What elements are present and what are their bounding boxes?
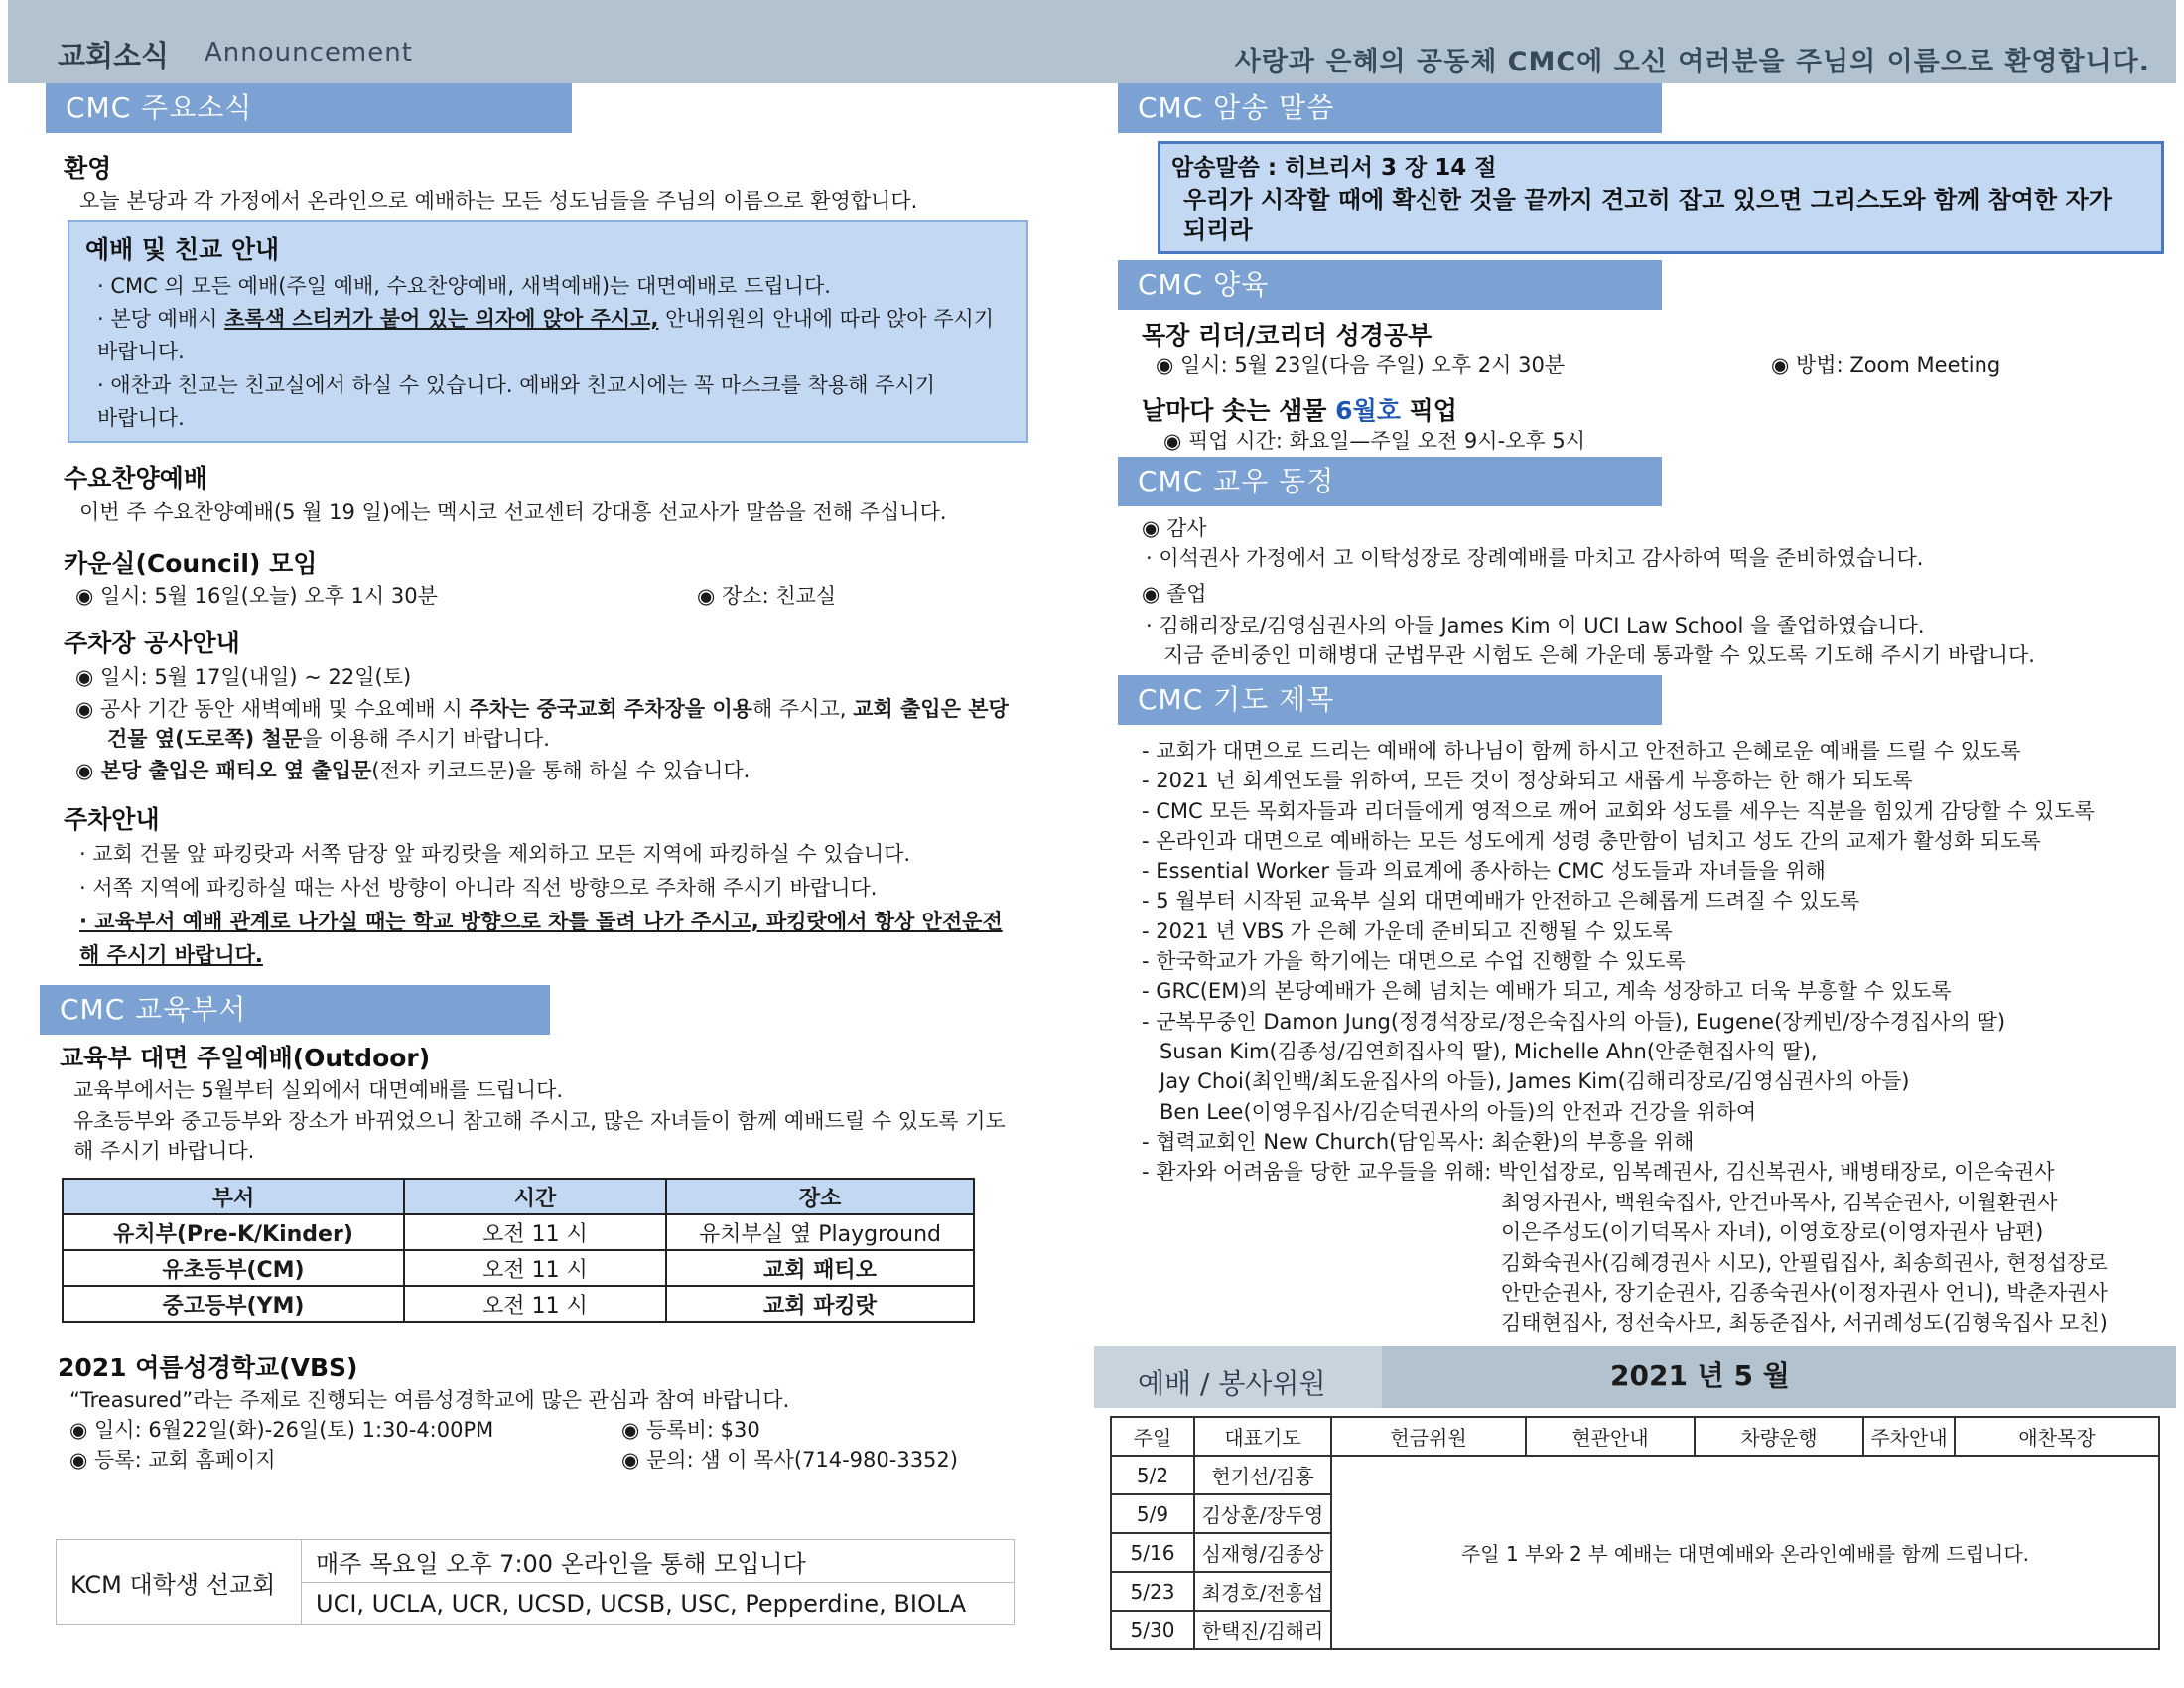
- devotional-pickup-time: ◉ 픽업 시간: 화요일—주일 오전 9시-오후 5시: [1163, 429, 1586, 453]
- parking-work-line: ◉ 본당 출입은 패티오 옆 출입문(전자 키코드문)을 통해 하실 수 있습니다.: [75, 759, 751, 782]
- vbs-contact: ◉ 문의: 샘 이 목사(714-980-3352): [621, 1448, 958, 1472]
- parking-line: · 교육부서 예배 관계로 나가실 때는 학교 방향으로 차를 돌려 나가 주시고, 파킹랏에서 항상 안전운전: [79, 910, 1003, 933]
- kcm-info-table: [56, 1539, 1015, 1625]
- wednesday-service-text: 이번 주 수요찬양예배(5 월 19 일)에는 멕시코 선교센터 강대흥 선교사가 말씀을 전해 주십니다.: [79, 500, 947, 524]
- section-header-prayer: CMC 기도 제목: [1118, 675, 1662, 725]
- list-item: Jay Choi(최인백/최도윤집사의 아들), James Kim(김해리장로/김영심권사의 아들): [1160, 1069, 1910, 1094]
- table-row: 5/23 최경호/전흥섭: [1111, 1572, 2159, 1611]
- table-header: 장소: [666, 1179, 974, 1214]
- list-item: Ben Lee(이영우집사/김순덕권사의 아들)의 안전과 건강을 위하여: [1160, 1099, 1757, 1124]
- devotional-pickup-title: 날마다 솟는 샘물 6월호 픽업: [1142, 396, 1457, 425]
- thanks-text: · 이석권사 가정에서 고 이탁성장로 장례예배를 마치고 감사하여 떡을 준비하였습니다.: [1146, 546, 1924, 570]
- council-place: ◉ 장소: 친교실: [697, 584, 837, 608]
- list-item: - 온라인과 대면으로 예배하는 모든 성도에게 성령 충만함이 넘치고 성도 간의 교제가 활성화 되도록: [1142, 828, 2041, 853]
- prayer-list: [1142, 735, 2095, 1186]
- list-item: - 교회가 대면으로 드리는 예배에 하나님이 함께 하시고 안전하고 은혜로운 예배를 드릴 수 있도록: [1142, 739, 2021, 763]
- graduation-text: 지금 준비중인 미해병대 군법무관 시험도 은혜 가운데 통과할 수 있도록 기도해 주시기 바랍니다.: [1163, 643, 2035, 667]
- vbs-registration: ◉ 등록: 교회 홈페이지: [69, 1448, 276, 1472]
- kcm-meeting: 매주 목요일 오후 7:00 온라인을 통해 모입니다: [302, 1540, 1015, 1583]
- kcm-schools: UCI, UCLA, UCR, UCSD, UCSB, USC, Pepperdine, BIOLA: [302, 1583, 1015, 1625]
- memory-verse-line: 되리라: [1183, 216, 1253, 244]
- list-item: - 한국학교가 가을 학기에는 대면으로 수업 진행할 수 있도록: [1142, 949, 1686, 974]
- table-row: 유초등부(CM) 오전 11 시 교회 패티오: [63, 1250, 974, 1286]
- list-item: - CMC 모든 목회자들과 리더들에게 영적으로 깨어 교회와 성도를 세우는 직분을 힘있게 감당할 수 있도록: [1142, 798, 2095, 823]
- wednesday-service-title: 수요찬양예배: [64, 464, 207, 492]
- welcome-title: 환영: [64, 154, 112, 183]
- parking-title: 주차안내: [64, 805, 160, 834]
- memory-verse-line: 우리가 시작할 때에 확신한 것을 끝까지 견고히 잡고 있으면 그리스도와 함께 참여한 자가: [1183, 186, 2112, 213]
- list-item: 김태현집사, 정선숙사모, 최동준집사, 서귀례성도(김형욱집사 모친): [1501, 1311, 2108, 1336]
- table-header: 대표기도: [1194, 1417, 1331, 1456]
- parking-work-line: ◉ 공사 기간 동안 새벽예배 및 수요예배 시 주차는 중국교회 주차장을 이용해 주시고, 교회 출입은 본당: [75, 697, 1009, 721]
- page-title: 교회소식: [58, 39, 170, 72]
- table-row: 5/2 현기선/김홍 주일 1 부와 2 부 예배는 대면예배와 온라인예배를 함께 드립니다.: [1111, 1456, 2159, 1494]
- parking-line: · 교회 건물 앞 파킹랏과 서쪽 담장 앞 파킹랏을 제외하고 모든 지역에 파킹하실 수 있습니다.: [79, 842, 911, 866]
- memory-verse-reference: 암송말씀 : 히브리서 3 장 14 절: [1171, 155, 1497, 181]
- list-item: - Essential Worker 들과 의료계에 종사하는 CMC 성도들과 자녀들을 위해: [1142, 859, 1826, 884]
- list-item: - 환자와 어려움을 당한 교우들을 위해: 박인섭장로, 임복례권사, 김신복권사, 배병태장로, 이은숙권사: [1142, 1160, 2055, 1185]
- worship-info-title: 예배 및 친교 안내: [85, 235, 280, 264]
- page-subtitle: Announcement: [205, 38, 413, 68]
- education-schedule-table: [62, 1178, 975, 1323]
- bible-study-date: ◉ 일시: 5월 23일(다음 주일) 오후 2시 30분: [1156, 353, 1566, 377]
- table-header: 주일: [1111, 1417, 1194, 1456]
- vbs-title: 2021 여름성경학교(VBS): [58, 1353, 358, 1382]
- education-line: 유초등부와 중고등부와 장소가 바뀌었으니 참고해 주시고, 많은 자녀들이 함께 예배드릴 수 있도록 기도: [73, 1109, 1006, 1133]
- section-header-main-news: CMC 주요소식: [46, 83, 572, 133]
- table-row: 5/30 한택진/김해리: [1111, 1611, 2159, 1649]
- table-header: 애찬목장: [1955, 1417, 2159, 1456]
- parking-line: 해 주시기 바랍니다.: [79, 943, 263, 967]
- education-title: 교육부 대면 주일예배(Outdoor): [60, 1044, 431, 1072]
- list-item: - 5 월부터 시작된 교육부 실외 대면예배가 안전하고 은혜롭게 드려질 수 있도록: [1142, 889, 1860, 914]
- service-roster-month: 2021 년 5 월: [1610, 1359, 1790, 1392]
- table-row: 5/9 김상훈/장두영: [1111, 1494, 2159, 1533]
- section-header-members: CMC 교우 동정: [1118, 457, 1662, 506]
- worship-info-line: · 본당 예배시 초록색 스티커가 붙어 있는 의자에 앉아 주시고, 안내위원의 안내에 따라 앉아 주시기: [97, 307, 995, 331]
- vbs-text: “Treasured”라는 주제로 진행되는 여름성경학교에 많은 관심과 참여 바랍니다.: [69, 1388, 790, 1412]
- table-header: 시간: [404, 1179, 666, 1214]
- bible-study-method: ◉ 방법: Zoom Meeting: [1771, 353, 2001, 377]
- parking-work-date: ◉ 일시: 5월 17일(내일) ~ 22일(토): [75, 665, 412, 689]
- list-item: - GRC(EM)의 본당예배가 은혜 넘치는 예배가 되고, 계속 성장하고 더욱 부흥할 수 있도록: [1142, 979, 1952, 1004]
- table-header: 헌금위원: [1331, 1417, 1526, 1456]
- table-header: 주차안내: [1863, 1417, 1955, 1456]
- list-item: - 2021 년 회계연도를 위하여, 모든 것이 정상화되고 새롭게 부흥하는 한 해가 되도록: [1142, 769, 1913, 793]
- service-note: 주일 1 부와 2 부 예배는 대면예배와 온라인예배를 함께 드립니다.: [1331, 1456, 2159, 1649]
- table-header: 차량운행: [1695, 1417, 1863, 1456]
- parking-work-line: 건물 옆(도로쪽) 철문을 이용해 주시기 바랍니다.: [107, 727, 550, 751]
- service-roster-table: [1110, 1416, 2160, 1650]
- education-line: 해 주시기 바랍니다.: [73, 1139, 255, 1163]
- worship-info-line: · 애찬과 친교는 친교실에서 하실 수 있습니다. 예배와 친교시에는 꼭 마스크를 착용해 주시기: [97, 373, 936, 397]
- table-header: 부서: [63, 1179, 404, 1214]
- list-item: 이은주성도(이기덕목사 자녀), 이영호장로(이영자권사 남편): [1501, 1220, 2044, 1245]
- graduation-label: ◉ 졸업: [1142, 582, 1207, 606]
- list-item: 안만순권사, 장기순권사, 김종숙권사(이정자권사 언니), 박춘자권사: [1501, 1280, 2108, 1305]
- list-item: 김화숙권사(김혜경권사 시모), 안필립집사, 최송희권사, 현정섭장로: [1501, 1250, 2108, 1275]
- list-item: - 2021 년 VBS 가 은혜 가운데 준비되고 진행될 수 있도록: [1142, 918, 1673, 943]
- section-header-verse: CMC 암송 말씀: [1118, 83, 1662, 133]
- parking-line: · 서쪽 지역에 파킹하실 때는 사선 방향이 아니라 직선 방향으로 주차해 주시기 바랍니다.: [79, 876, 878, 900]
- list-item: - 군복무중인 Damon Jung(정경석장로/정은숙집사의 아들), Eugene(장케빈/장수경집사의 딸): [1142, 1009, 2006, 1034]
- list-item: - 협력교회인 New Church(담임목사: 최순환)의 부흥을 위해: [1142, 1129, 1695, 1154]
- kcm-label: KCM 대학생 선교회: [57, 1540, 302, 1625]
- service-roster-title: 예배 / 봉사위원: [1138, 1367, 1326, 1400]
- list-item: 최영자권사, 백원숙집사, 안건마목사, 김복순권사, 이월환권사: [1501, 1191, 2058, 1214]
- parking-work-title: 주차장 공사안내: [64, 629, 240, 657]
- thanks-label: ◉ 감사: [1142, 516, 1207, 540]
- table-row: 유치부(Pre-K/Kinder) 오전 11 시 유치부실 옆 Playground: [63, 1214, 974, 1250]
- education-line: 교육부에서는 5월부터 실외에서 대면예배를 드립니다.: [73, 1078, 564, 1102]
- vbs-date: ◉ 일시: 6월22일(화)-26일(토) 1:30-4:00PM: [69, 1418, 494, 1442]
- graduation-text: · 김해리장로/김영심권사의 아들 James Kim 이 UCI Law School 을 졸업하였습니다.: [1146, 614, 1925, 637]
- green-sticker-note: 초록색 스티커가 붙어 있는 의자에 앉아 주시고,: [224, 307, 659, 331]
- welcome-text: 오늘 본당과 각 가정에서 온라인으로 예배하는 모든 성도님들을 주님의 이름으로 환영합니다.: [79, 189, 918, 212]
- worship-info-line: 바랍니다.: [97, 340, 185, 363]
- section-header-nurture: CMC 양육: [1118, 260, 1662, 310]
- list-item: Susan Kim(김종성/김연희집사의 딸), Michelle Ahn(안준현집사의 딸),: [1160, 1039, 1818, 1063]
- table-header: 현관안내: [1526, 1417, 1695, 1456]
- council-date: ◉ 일시: 5월 16일(오늘) 오후 1시 30분: [75, 584, 438, 608]
- table-row: 중고등부(YM) 오전 11 시 교회 파킹랏: [63, 1286, 974, 1322]
- worship-info-line: 바랍니다.: [97, 406, 185, 430]
- patients-list: [1501, 1187, 2108, 1336]
- welcome-banner-text: 사랑과 은혜의 공동체 CMC에 오신 여러분을 주님의 이름으로 환영합니다.: [1234, 47, 2150, 77]
- vbs-fee: ◉ 등록비: $30: [621, 1418, 760, 1442]
- table-row: 5/16 심재형/김종상: [1111, 1533, 2159, 1572]
- bible-study-title: 목장 리더/코리더 성경공부: [1142, 321, 1433, 350]
- council-title: 카운실(Council) 모임: [64, 549, 318, 578]
- section-header-education: CMC 교육부서: [40, 985, 550, 1035]
- worship-info-line: · CMC 의 모든 예배(주일 예배, 수요찬양예배, 새벽예배)는 대면예배로 드립니다.: [97, 274, 831, 298]
